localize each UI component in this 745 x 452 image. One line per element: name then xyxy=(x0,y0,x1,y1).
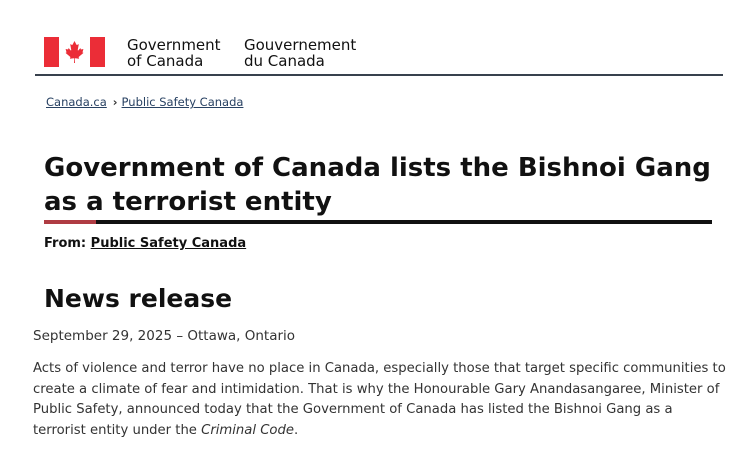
title-underline xyxy=(44,220,712,224)
government-of-canada-logo-link[interactable] xyxy=(44,37,105,67)
paragraph-end: . xyxy=(294,422,299,438)
section-title: News release xyxy=(44,284,233,313)
wordmark-en-line-1: Government xyxy=(127,36,221,54)
canada-flag-icon xyxy=(44,37,105,67)
page-title: Government of Canada lists the Bishnoi Gang as a terrorist entity xyxy=(44,153,711,217)
wordmark-en-line-2: of Canada xyxy=(127,52,204,70)
from-label: From: xyxy=(44,236,87,251)
breadcrumb xyxy=(46,95,243,109)
paragraph-emphasis: Criminal Code xyxy=(201,422,294,438)
article-paragraph xyxy=(33,359,728,441)
breadcrumb-link-public-safety[interactable]: Public Safety Canada xyxy=(121,95,244,109)
header-divider xyxy=(35,74,723,76)
wordmark-fr-line-2: du Canada xyxy=(244,52,325,70)
wordmark-english xyxy=(127,37,221,69)
chevron-right-icon: › xyxy=(112,95,118,109)
wordmark-french xyxy=(244,37,356,69)
paragraph-text: Acts of violence and terror have no place in Canada, especially those that target specific communities to create a climate of fear and intimidation. That is why the Honourable Gary Anandasangaree, Minister of Public Safety, announced today that the Government of Canada has listed the Bishnoi Gang as a terrorist entity under the xyxy=(33,361,726,438)
site-header xyxy=(44,36,357,70)
from-department-link[interactable]: Public Safety Canada xyxy=(90,236,247,251)
title-underline-accent xyxy=(44,220,96,224)
from-line xyxy=(44,236,246,251)
dateline: September 29, 2025 – Ottawa, Ontario xyxy=(33,328,296,344)
breadcrumb-link-canada-ca[interactable]: Canada.ca xyxy=(46,95,107,109)
wordmark-fr-line-1: Gouvernement xyxy=(244,36,357,54)
